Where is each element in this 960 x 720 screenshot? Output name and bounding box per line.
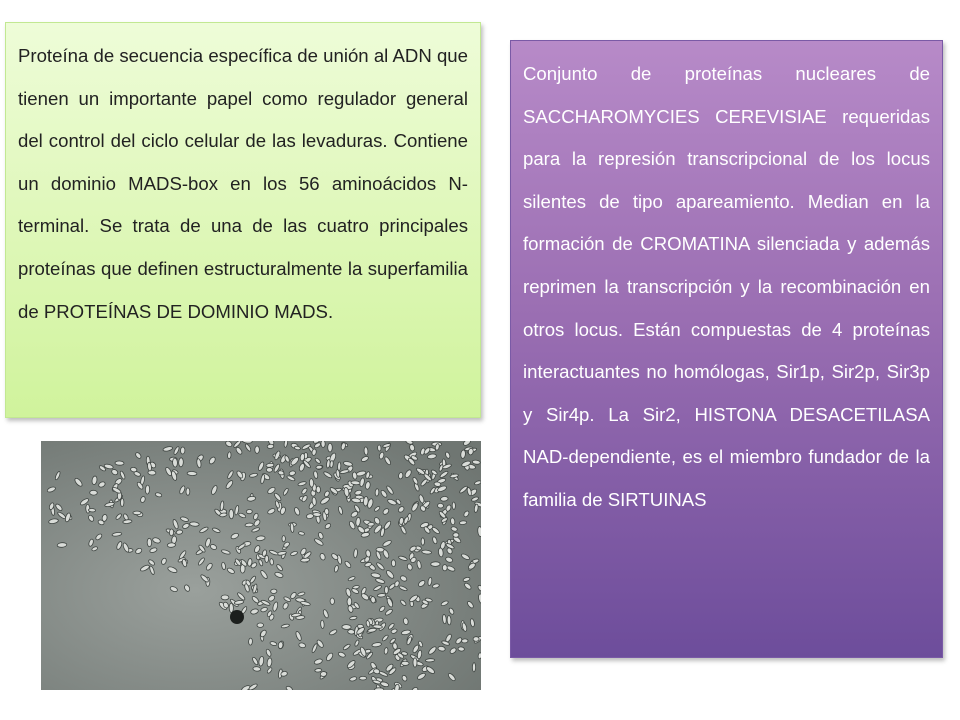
yeast-cell xyxy=(459,521,467,525)
yeast-cell xyxy=(315,668,322,672)
yeast-cell xyxy=(377,445,381,451)
yeast-cell xyxy=(309,478,314,487)
yeast-cell xyxy=(245,523,253,527)
yeast-cell xyxy=(328,443,333,452)
yeast-cell xyxy=(133,511,141,515)
yeast-cell xyxy=(452,502,455,510)
yeast-cell xyxy=(179,458,184,467)
yeast-cell xyxy=(473,637,479,642)
yeast-cell xyxy=(167,543,175,548)
yeast-cell xyxy=(271,589,277,594)
yeast-cell xyxy=(257,623,264,628)
yeast-cell xyxy=(57,542,67,547)
purple-box-text: Conjunto de proteínas nucleares de SACCHAROMYCIES CEREVISIAE requeridas para la represión transcripcional de los locus silentes de tipo apareamiento. Median en la formación de CROMATINA silenciada y además reprimen la transcripción y la recombinación en otros locus. Están compuestas de 4 proteínas interactuantes no homólogas, Sir1p, Sir2p, Sir3p y Sir4p. La Sir2, HISTONA DESACETILASA NAD-dependiente, es el miembro fundador de la familia de SIRTUINAS xyxy=(523,63,930,510)
yeast-cell xyxy=(413,658,417,667)
yeast-cell xyxy=(180,447,185,454)
yeast-cell xyxy=(342,625,351,630)
green-box-text: Proteína de secuencia específica de unión al ADN que tienen un importante papel como regulador general del control del ciclo celular de las levaduras. Contiene un dominio MADS-box en los 56 aminoácidos N-terminal. Se trata de una de las cuatro principales proteínas que definen estructuralmente la superfamilia de PROTEÍNAS DE DOMINIO MADS. xyxy=(18,45,468,322)
yeast-cell xyxy=(172,458,177,467)
yeast-cell xyxy=(368,522,375,526)
yeast-cell xyxy=(320,620,324,629)
yeast-cell xyxy=(316,465,323,469)
yeast-cell xyxy=(267,444,274,449)
yeast-cell xyxy=(187,471,197,476)
dark-particle xyxy=(230,610,244,624)
green-text-box xyxy=(5,22,481,418)
yeast-cell xyxy=(458,646,465,651)
yeast-cell xyxy=(246,509,252,514)
yeast-cell xyxy=(472,663,475,672)
yeast-cell xyxy=(282,536,286,542)
yeast-cell xyxy=(221,595,229,600)
yeast-cell xyxy=(425,658,435,662)
yeast-cell xyxy=(347,597,352,605)
yeast-cell xyxy=(440,496,448,501)
yeast-cell xyxy=(324,508,329,515)
yeast-cell xyxy=(442,565,447,571)
yeast-cell xyxy=(320,671,327,677)
yeast-cell xyxy=(248,638,252,645)
yeast-cell xyxy=(375,688,384,690)
yeast-cell xyxy=(391,560,396,567)
yeast-cell xyxy=(364,447,369,456)
yeast-cell xyxy=(278,642,283,649)
yeast-cell xyxy=(229,603,233,612)
yeast-cell xyxy=(255,446,260,453)
yeast-cell xyxy=(401,661,409,665)
yeast-cell xyxy=(437,503,443,508)
yeast-cell xyxy=(447,615,451,625)
yeast-cell xyxy=(385,586,389,594)
yeast-cell xyxy=(147,538,152,547)
yeast-cell xyxy=(461,639,468,643)
yeast-cell xyxy=(227,452,231,459)
yeast-cell xyxy=(88,508,95,512)
yeast-cell xyxy=(321,441,325,448)
yeast-cell xyxy=(229,509,234,519)
yeast-cell xyxy=(363,496,368,506)
yeast-cell xyxy=(347,629,354,634)
yeast-cell xyxy=(453,533,459,538)
yeast-cell xyxy=(266,467,272,472)
yeast-cell xyxy=(375,489,379,497)
yeast-cell xyxy=(186,488,190,495)
yeast-cell xyxy=(115,461,124,466)
yeast-cells-drawing xyxy=(41,441,481,690)
yeast-cell xyxy=(145,485,150,494)
yeast-cell xyxy=(253,666,261,671)
yeast-micrograph-image xyxy=(41,441,481,690)
purple-text-box xyxy=(510,40,943,658)
yeast-cell xyxy=(120,498,124,506)
yeast-cell xyxy=(398,472,403,479)
yeast-cell xyxy=(330,598,335,605)
yeast-cell xyxy=(269,558,273,565)
yeast-cell xyxy=(169,529,174,536)
yeast-cell xyxy=(351,481,360,486)
yeast-cell xyxy=(431,562,440,567)
yeast-cell xyxy=(337,462,341,471)
yeast-cell xyxy=(90,490,98,495)
yeast-cell xyxy=(421,538,425,545)
yeast-cell xyxy=(359,676,367,680)
